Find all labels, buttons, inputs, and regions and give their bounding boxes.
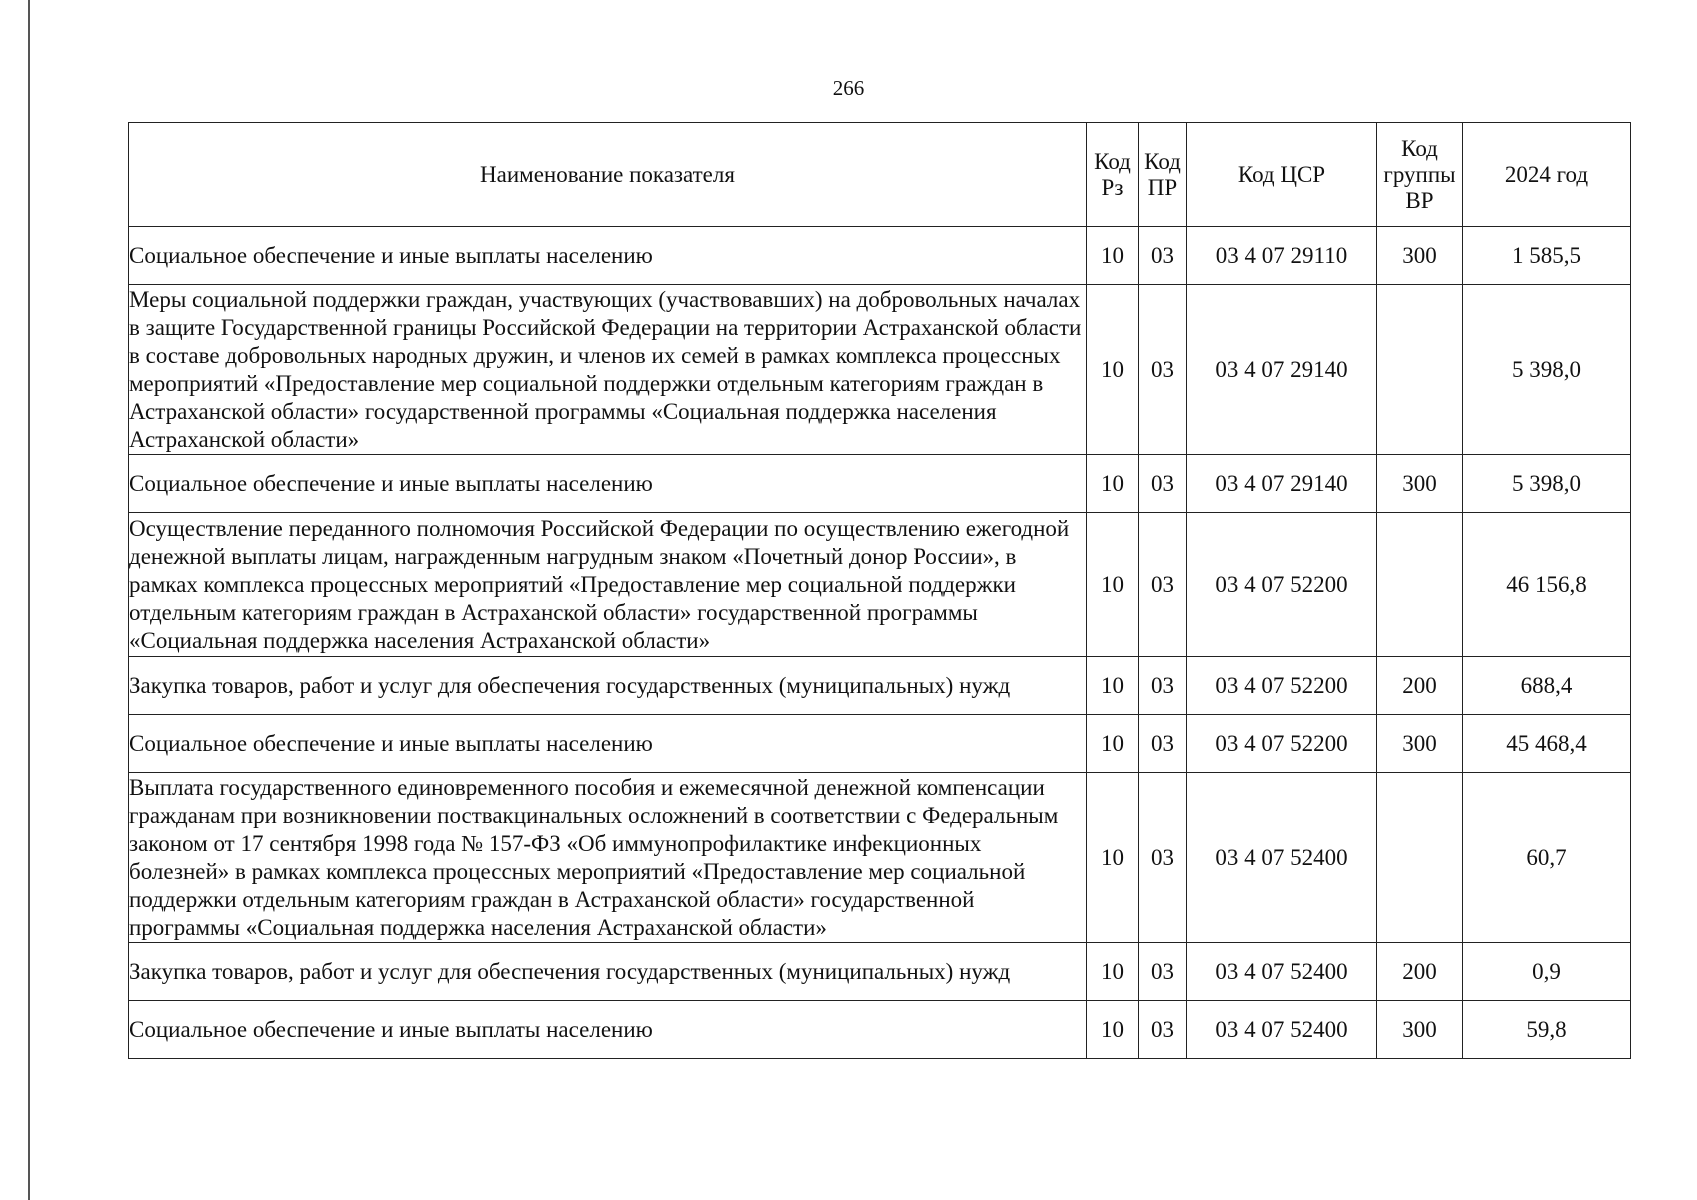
- cell-year: 45 468,4: [1463, 715, 1631, 773]
- cell-rz: 10: [1087, 227, 1139, 285]
- header-year: 2024 год: [1463, 123, 1631, 227]
- cell-vr: [1377, 773, 1463, 943]
- page-number: 266: [832, 76, 865, 100]
- cell-csr: 03 4 07 52200: [1187, 715, 1377, 773]
- cell-vr: [1377, 513, 1463, 657]
- cell-year: 688,4: [1463, 657, 1631, 715]
- cell-year: 60,7: [1463, 773, 1631, 943]
- cell-csr: 03 4 07 29140: [1187, 455, 1377, 513]
- header-vr: Код группы ВР: [1377, 123, 1463, 227]
- cell-pr: 03: [1139, 943, 1187, 1001]
- cell-name: Выплата государственного единовременного пособия и ежемесячной денежной компенсации гражданам при возникновении поствакцинальных осложнений в соответствии с Федеральным законом от 17 сентября 1998 года № 157-ФЗ «Об иммунопрофилактике инфекционных болезней» в рамках комплекса процессных мероприятий «Предоставление мер социальной поддержки отдельным категориям граждан в Астраханской области» государственной программы «Социальная поддержка населения Астраханской области»: [129, 773, 1087, 943]
- header-pr: Код ПР: [1139, 123, 1187, 227]
- cell-rz: 10: [1087, 715, 1139, 773]
- table-row: [129, 513, 1631, 657]
- table-row: [129, 773, 1631, 943]
- cell-vr: 300: [1377, 227, 1463, 285]
- cell-vr: 200: [1377, 943, 1463, 1001]
- cell-pr: 03: [1139, 773, 1187, 943]
- cell-name: Закупка товаров, работ и услуг для обеспечения государственных (муниципальных) нужд: [129, 943, 1087, 1001]
- cell-name: Осуществление переданного полномочия Российской Федерации по осуществлению ежегодной денежной выплаты лицам, награжденным нагрудным знаком «Почетный донор России», в рамках комплекса процессных мероприятий «Предоставление мер социальной поддержки отдельным категориям граждан в Астраханской области» государственной программы «Социальная поддержка населения Астраханской области»: [129, 513, 1087, 657]
- cell-rz: 10: [1087, 513, 1139, 657]
- cell-rz: 10: [1087, 285, 1139, 455]
- cell-name: Закупка товаров, работ и услуг для обеспечения государственных (муниципальных) нужд: [129, 657, 1087, 715]
- table-row: [129, 1001, 1631, 1059]
- table-row: [129, 657, 1631, 715]
- cell-pr: 03: [1139, 513, 1187, 657]
- table-row: [129, 715, 1631, 773]
- header-rz: Код Рз: [1087, 123, 1139, 227]
- table-row: [129, 455, 1631, 513]
- cell-rz: 10: [1087, 455, 1139, 513]
- cell-rz: 10: [1087, 943, 1139, 1001]
- cell-vr: 300: [1377, 455, 1463, 513]
- cell-csr: 03 4 07 52400: [1187, 773, 1377, 943]
- table-row: [129, 227, 1631, 285]
- table-header-row: [129, 123, 1631, 227]
- cell-year: 0,9: [1463, 943, 1631, 1001]
- cell-pr: 03: [1139, 1001, 1187, 1059]
- cell-csr: 03 4 07 29140: [1187, 285, 1377, 455]
- table-row: [129, 285, 1631, 455]
- cell-vr: 300: [1377, 715, 1463, 773]
- cell-year: 46 156,8: [1463, 513, 1631, 657]
- budget-table: [128, 122, 1631, 1059]
- cell-name: Меры социальной поддержки граждан, участвующих (участвовавших) на добровольных началах в защите Государственной границы Российской Федерации на территории Астраханской области в составе добровольных народных дружин, и членов их семей в рамках комплекса процессных мероприятий «Предоставление мер социальной поддержки отдельным категориям граждан в Астраханской области» государственной программы «Социальная поддержка населения Астраханской области»: [129, 285, 1087, 455]
- cell-pr: 03: [1139, 227, 1187, 285]
- table-row: [129, 943, 1631, 1001]
- cell-pr: 03: [1139, 285, 1187, 455]
- cell-vr: 200: [1377, 657, 1463, 715]
- cell-rz: 10: [1087, 773, 1139, 943]
- cell-rz: 10: [1087, 657, 1139, 715]
- cell-vr: [1377, 285, 1463, 455]
- cell-pr: 03: [1139, 715, 1187, 773]
- cell-pr: 03: [1139, 657, 1187, 715]
- cell-year: 5 398,0: [1463, 285, 1631, 455]
- cell-year: 1 585,5: [1463, 227, 1631, 285]
- cell-name: Социальное обеспечение и иные выплаты населению: [129, 1001, 1087, 1059]
- cell-year: 5 398,0: [1463, 455, 1631, 513]
- cell-csr: 03 4 07 29110: [1187, 227, 1377, 285]
- cell-name: Социальное обеспечение и иные выплаты населению: [129, 455, 1087, 513]
- cell-pr: 03: [1139, 455, 1187, 513]
- cell-year: 59,8: [1463, 1001, 1631, 1059]
- cell-csr: 03 4 07 52400: [1187, 1001, 1377, 1059]
- cell-vr: 300: [1377, 1001, 1463, 1059]
- cell-csr: 03 4 07 52200: [1187, 657, 1377, 715]
- cell-name: Социальное обеспечение и иные выплаты населению: [129, 227, 1087, 285]
- cell-name: Социальное обеспечение и иные выплаты населению: [129, 715, 1087, 773]
- cell-csr: 03 4 07 52400: [1187, 943, 1377, 1001]
- header-name: Наименование показателя: [129, 123, 1087, 227]
- cell-rz: 10: [1087, 1001, 1139, 1059]
- header-csr: Код ЦСР: [1187, 123, 1377, 227]
- cell-csr: 03 4 07 52200: [1187, 513, 1377, 657]
- margin-line: [28, 0, 30, 1200]
